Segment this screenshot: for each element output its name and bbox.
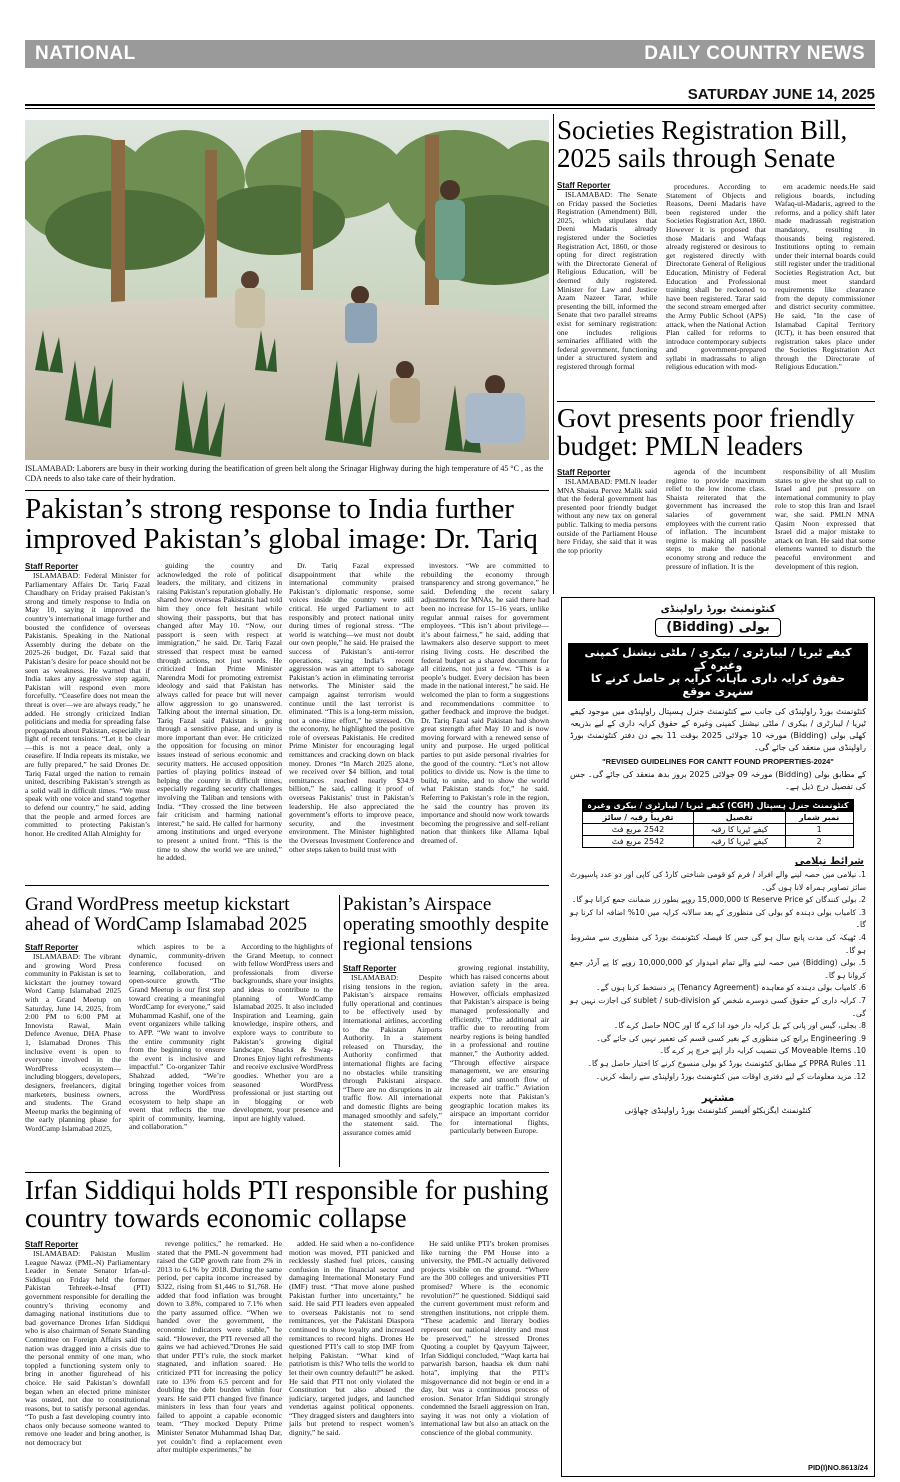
airspace-text-1: ISLAMABAD: Despite rising tensions in the region, Pakistan’s airspace remains fully operational and continues to be effectively used by international airlines, according to the Pakistan Airports Authority. In a statement released on Thursday, the Authority confirmed that international flights are facing no obstacles while transiting through Pakistani airspace. “There are no disruptions in air traffic flow. All international and domestic flights are being managed smoothly and safely,” the statement said. The assurance comes amid <box>343 974 442 1137</box>
tariq-text-2: guiding the country and acknowledged the role of political leaders, the military, and citizens in raising Pakistan’s reputation globally. He shared how overseas Pakistanis had told him they once felt hesitant while showing their passports, but that has changed after May 10. “Now, our passport is seen with respect at immigration,” he said. Dr. Tariq Fazal stressed that respect must be earned through actions, not just words. He criticized Indian Prime Minister Narendra Modi for promoting extremist ideology and said that Pakistan has always called for peace but will never allow aggression to go unanswered. Talking about the internal situation, Dr. Tariq Fazal said Pakistan is going through a sensitive phase, and unity is more important than ever. He criticized the opposition for focusing on minor issues instead of serious economic and security matters. He accused opposition parties of playing politics instead of helping the country in difficult times, especially regarding security challenges involving the Taliban and tensions with India. “They crossed the line between fair criticism and harming national interest,” he said. He called for harmony among institutions and urged everyone to present a united front. “This is the time to show the world we are united,” he added. <box>157 562 282 863</box>
wordpress-text-3: According to the highlights of the Grand Meetup, to connect with fellow WordPress users and professionals from diverse backgrounds, share your insights and ideas to contribute to the planning of WordCamp Islamabad 2025. It also included Inspiration and Learning, gain knowledge, inspire others, and explore ways to contribute to Pakistan’s growing digital landscape. Snacks & Swag- Drones Enjoy light refreshments and receive exclusive WordPress goodies. Whether you are a seasoned WordPress professional or just starting out in blogging or web development, your presence and input are highly valued. <box>233 943 333 1123</box>
airspace-col-1 <box>343 974 442 1168</box>
budget-col-2 <box>666 468 766 583</box>
ad-intro-2: کے مطابق بولی (Bidding) مورخہ 09 جولائی 2025 بروز بدھ منعقد کی جائے گی۔ جس کی تفصیل درج ذیل ہے۔ <box>570 770 867 791</box>
irfan-byline: Staff Reporter <box>25 1240 79 1249</box>
ad-table-cell: کیفے ٹیریا کا رقبہ <box>693 824 785 836</box>
irfan-text-1: ISLAMABAD: Pakistan Muslim League Nawaz (PML-N) Parliamentary Leader in Senate Senator Irfan-ul-Siddiqui on Friday held the former Pakistan Tehreek-e-Insaf (PTI) government responsible for derailing the country’s thriving economy and damaging national institutions due to bad governance Drones Irfan Siddiqui who is also chairman of Senate Standing Committee on Foreign Affairs said the nation was dragged into a crisis due to the personal enmity of one man, who toppled a functioning system only to bring in another figurehead of his choice. He said Pakistan’s downfall began when an elected prime minister was ousted, not due to constitutional reasons, but to satisfy personal agendas. “To push a fast developing country into chaos only because someone wanted to remove one leader and bring another, is not democracy but <box>25 1250 150 1448</box>
ad-signature-label: مشتہر <box>701 1093 735 1105</box>
ad-term: 1. نیلامی میں حصہ لینے والے افراد / فرم کو قومی شناختی کارڈ کی کاپی اور دو عدد پاسپورٹ سائز تصاویر ہمراہ لانا ہوں گی۔ <box>570 870 866 892</box>
ad-table-wrap <box>562 799 874 848</box>
irfan-headline: Irfan Siddiqui holds PTI responsible for pushing country towards economic collapse <box>25 1175 549 1234</box>
rule-tariq <box>25 490 549 491</box>
ad-table-cell: کیفے ٹیریا کا رقبہ <box>693 836 785 848</box>
airspace-text-2: growing regional instability, which has raised concerns about aviation safety in the area. However, officials emphasized that Pakistan’s airspace is being managed professionally and efficiently. “The additional air traffic due to rerouting from nearby regions is being handled in a professional and routine manner,” the Authority added. “Through effective airspace management, we are ensuring the safe and smooth flow of increased air traffic.” Aviation experts note that Pakistan’s geographic location makes its airspace an important corridor for international flights, particularly between Europe. <box>450 964 549 1136</box>
ad-term: 10. Moveable Items کی تنصیب کرایہ دار اپنے خرچ پر کرے گا۔ <box>659 1046 866 1056</box>
irfan-text-4: He said unlike PTI’s broken promises like turning the PM House into a university, the PML-N actually delivered projects visible on the ground. “Where are the 300 colleges and universities PTI promised? Where is the economic revolution?” he questioned. Siddiqui said the current government must reform and strengthen institutions, not cripple them. “These academic and literary bodies represent our national identity and must be preserved,” he stressed Drones Quoting a couplet by Qayyum Tajweer, Irfan Siddiqui concluded, “Waqt karta hai parwarish barson, haadsa ek dum nahi hota”, implying that the PTI’s misgovernance did not begin or end in a day, but was a continuous process of erosion. Senator Irfan Siddiqui strongly condemned the Israeli aggression on Iran, saying it was not only a violation of international law but also an attack on the conscience of the global community. <box>421 1240 549 1438</box>
wordpress-col-1 <box>25 953 121 1168</box>
date-rule <box>25 108 875 109</box>
tariq-col-4 <box>421 562 549 877</box>
ad-table <box>582 799 853 848</box>
ad-title-wrap <box>562 618 874 637</box>
ad-term: 3. کامیاب بولی دہندہ کو بولی کی منظوری کے بعد سالانہ کرایہ میں 10% اضافہ ادا کرنا ہو گا۔ <box>570 907 866 930</box>
ad-pid: PID(I)NO.8613/24 <box>807 1463 868 1472</box>
tariq-text-3: Dr. Tariq Fazal expressed disappointment that while the international community praised Pakistan’s diplomatic response, some voices inside the country were still critical. He urged Parliament to act responsibly and protect national unity during times of regional stress. “The world is watching—we must not doubt our own people,” he said. He praised the success of Pakistan’s anti-terror operations, saying India’s recent aggression was an attempt to sabotage Pakistan’s action in eliminating terrorist networks. The Minister said the campaign against terrorism would continue until the last terrorist is eliminated. “This is a long-term mission, not a one-time effort,” he stressed. On the economy, he highlighted the positive role of overseas Pakistanis. He credited Prime Minister for encouraging legal remittances and cracking down on black money. Drones “In March 2025 alone, we received over $4 billion, and total remittances reached nearly $34.9 billion,” he said, calling it proof of overseas Pakistanis’ trust in Pakistan’s leadership. He also appreciated the government’s efforts to improve peace, security, and the investment environment. The Minister highlighted the Overseas Investment Conference and other steps taken to build trust with <box>289 562 414 854</box>
rule-mid <box>25 885 549 886</box>
rule-societies <box>557 401 875 402</box>
budget-byline: Staff Reporter <box>557 468 611 477</box>
news-photo <box>25 120 549 460</box>
budget-col-3 <box>775 468 875 583</box>
masthead-bar <box>25 40 875 68</box>
column-divider-2 <box>339 895 340 1167</box>
wordpress-col-3 <box>233 943 333 1168</box>
ad-terms-title: شرائط نیلامی <box>794 856 864 867</box>
ad-title: بولی (Bidding) <box>655 618 781 637</box>
budget-col-1 <box>557 478 657 583</box>
irfan-text-3: added. He said when a no-confidence motion was moved, PTI panicked and recklessly slashed fuel prices, causing confusion in the financial sector and damaging International Monetary Fund (IMF) trust. “That move alone pushed Pakistan further into uncertainty,” he said. He said PTI leaders even appealed to overseas Pakistanis not to send remittances, yet the Pakistani Diaspora continued to show loyalty and increased remittances to record highs. Drones He questioned PTI’s call to stop IMF from helping Pakistan. “What kind of patriotism is this? Who tells the world to let their own country default?” he asked. He said that PTI not only violated the Constitution but also abused the judiciary, targeted judges, and launched vendettas against political opponents. “They dragged sisters and daughters into jails but pretend to respect women’s dignity,” he said. <box>289 1240 414 1438</box>
irfan-col-3 <box>289 1240 414 1475</box>
societies-text-2: procedures. According to Statement of Objects and Reasons, Deeni Madaris have been registered under the Societies Registration Act, 1860. However it is proposed that those Madaris and Wafaqs already registered or desirous to get registered directly with Directorate General of Religious Education, Ministry of Federal Education and Professional training shall be reckoned to have been registered. Tarar said the second stream emerged after the Army Public School (APS) attack, when the National Action Plan called for reforms to introduce contemporary subjects and government-prepared syllabi in madrassahs to align religious education with mod- <box>666 183 766 372</box>
societies-headline: Societies Registration Bill, 2025 sails through Senate <box>557 115 848 174</box>
photo-image <box>25 120 549 460</box>
ad-table-cell: 2 <box>785 836 853 848</box>
photo-caption: ISLAMABAD: Laborers are busy in their working during the beatification of green belt along the Srinagar Highway during the high temperature of 45 °C , as the CDA needs to also take care of their hydration. <box>25 464 544 483</box>
ad-table-header: تقریباً رقبہ / سائز <box>583 812 694 824</box>
wordpress-headline: Grand WordPress meetup kickstart ahead of WordCamp Islamabad 2025 <box>25 894 307 935</box>
irfan-col-1 <box>25 1250 150 1475</box>
wordpress-col-2 <box>129 943 225 1168</box>
column-divider <box>553 114 554 594</box>
ad-subtitle-2: حقوق کرایہ داری ماہانہ کرایہ پر حاصل کرنے کا سنہری موقع <box>590 672 846 698</box>
ad-subtitle-1: کیفے ٹیریا / لیبارٹری / بیکری / ملٹی نیشنل کمپنی وغیرہ کے <box>584 646 852 672</box>
tariq-text-4: investors. “We are committed to rebuilding the economy through transparency and strong governance,” he said. Defending the recent salary adjustments for MNAs, he said there had been no increase for 15–16 years, unlike regular annual raises for government employees. “This isn’t about privilege—it’s about fairness,” he said, adding that lawmakers also deserve support to meet rising living costs. He described the federal budget as a shared document for all citizens, not just a few. “This is a people’s budget. Every decision has been made in the national interest,” he said. He welcomed the plan to form a suggestions and recommendations committee to gather feedback and improve the budget. Dr. Tariq Fazal said Pakistan had shown great strength after May 10 and is now moving forward with a renewed sense of unity and purpose. He urged political parties to put aside personal rivalries for the good of the country. “Let’s not allow politics to divide us. Now is the time to build, to unite, and to show the world what Pakistan stands for,” he said. Referring to Pakistan’s role in the region, he said the country has proven its importance and should now work towards becoming the progressive and self-reliant nation that thinkers like Allama Iqbal dreamed of. <box>421 562 549 845</box>
ad-intro: کنٹونمنٹ بورڈ راولپنڈی کی جانب سے کنٹونمنٹ جنرل ہسپتال راولپنڈی میں موجود کیفے ٹیریا / لیبارٹری / بیکری / ملٹی نیشنل کمپنی وغیرہ کے حقوق کرایہ داری کے لیے بذریعہ کھلی بولی (Bidding) مورخہ 10 جولائی 2025 بوقت 11 بجے دن دفتر کنٹونمنٹ بورڈ راولپنڈی میں منعقد کی جائے گی۔ <box>570 707 867 752</box>
budget-text-3: responsibility of all Muslim states to give the shut up call to Israel and put pressure on international community to play role to stop this Iran and Israel war, she said. PMLN MNA Qasim Noon expressed that Israel did a major mistake to attack on Iran. He said that some elements wanted to disturb the peaceful environment and development of this region. <box>775 468 875 571</box>
ad-term: 5. بولی (Bidding) میں حصہ لینے والے تمام امیدوار کو 10,000,000 روپے کا پے آرڈر جمع کروانا ہو گا۔ <box>570 958 866 980</box>
paper-name: DAILY COUNTRY NEWS <box>644 43 865 64</box>
ad-english-title: "REVISED GUIDELINES FOR CANTT FOUND PROPERTIES-2024" <box>602 757 834 766</box>
wordpress-text-2: which aspires to be a dynamic, community-driven conference focused on learning, collaboration, and open-source growth. “The Grand Meetup is our first step toward creating a meaningful WordCamp for everyone,” said Muhammad Kashif, one of the event organizers while talking to APP. “We want to involve the entire community right from the beginning to ensure the event is inclusive and impactful.” Co-organizer Tahir Shahzad added, “We’re bringing together voices from across the WordPress ecosystem to help shape an event that reflects the true spirit of community, learning, and collaboration.” <box>129 943 225 1132</box>
irfan-col-4 <box>421 1240 549 1475</box>
wordpress-byline: Staff Reporter <box>25 943 79 952</box>
tariq-headline: Pakistan’s strong response to India further improved Pakistan’s global image: Dr. Tariq <box>25 493 538 556</box>
tariq-byline: Staff Reporter <box>25 562 79 571</box>
ad-term: 11. PPRA Rules کے مطابق کنٹونمنٹ بورڈ کو بولی منسوخ کرنے کا اختیار حاصل ہو گا۔ <box>587 1058 866 1068</box>
airspace-headline: Pakistan’s Airspace operating smoothly despite regional tensions <box>343 894 549 955</box>
issue-date: SATURDAY JUNE 14, 2025 <box>687 86 875 103</box>
budget-text-2: agenda of the incumbent regime to provide maximum relief to the low income class. Shaista reiterated that the government has increased the salaries of government employees with the current ratio of inflation. The incumbent regime is making all possible steps to make the national economy strong and reduce the pressure of inflation. It is the <box>666 468 766 571</box>
societies-text-3: ern academic needs.He said religious boards, including Wafaq-ul-Madaris, agreed to the reforms, and a policy shift later made madrassah registration mandatory, resulting in thousands being registered. Institutions opting to remain under their internal boards could still register under the traditional Societies Registration Act, but must meet standard requirements like clearance from the deputy commissioner and district security committee. He said, "In the case of Islamabad Capital Territory (ICT), it has been ensured that registration takes place under the Societies Registration Act through the Directorate of Religious Education." <box>775 183 875 372</box>
irfan-col-2 <box>157 1240 282 1475</box>
ad-table-cell: 2542 مربع فٹ <box>583 824 694 836</box>
ad-signature-org: کنٹونمنٹ ایگزیکٹو آفیسر کنٹونمنٹ بورڈ راولپنڈی چھاؤنی <box>624 1106 812 1116</box>
ad-term: 9. Engineering برانچ کی منظوری کے بغیر کسی قسم کی تعمیر نہیں کی جائے گی۔ <box>596 1033 866 1043</box>
tariq-col-2 <box>157 562 282 877</box>
ad-term: 12. مزید معلومات کے لیے دفتری اوقات میں کنٹونمنٹ بورڈ راولپنڈی سے رابطہ کریں۔ <box>595 1071 866 1081</box>
top-rule <box>25 104 875 106</box>
budget-text-1: ISLAMABAD: PMLN leader MNA Shaista Pervez Malik said that the federal government has presented poor friendly budget without any new tax on general public. Talking to media persons outside of the Parliament House here Friday, she said that it was the top priority <box>557 478 657 555</box>
irfan-text-2: revenge politics,” he remarked. He stated that the PML-N government had raised the GDP growth rate from 2% in 2013 to 6.1% by 2018. During the same period, per capita income increased by $322, rising from $1,446 to $1,768. He added that food inflation was brought down to 3.8%, compared to 7.1% when the party assumed office. “When we handed over the government, the economic indicators were stable,” he said. “However, the PTI reversed all the gains we had achieved.”Drones He said that under PTI’s rule, the stock market stagnated, and inflation soared. He criticized PTI for increasing the policy rate to 13% from 6.5 percent and for doubling the debt burden within four years. He said PTI changed five finance ministers in less than four years and failed to appoint a capable economic team. “They mocked Deputy Prime Minister Senator Muhammad Ishaq Dar, yet couldn’t find a replacement even after multiple experiments,” he <box>157 1240 282 1455</box>
ad-banner <box>568 643 868 701</box>
societies-col-3 <box>775 183 875 398</box>
airspace-col-2 <box>450 964 549 1168</box>
tariq-col-1 <box>25 572 150 877</box>
ad-table-header: تفصیل <box>693 812 785 824</box>
section-name: NATIONAL <box>35 43 136 64</box>
budget-headline: Govt presents poor friendly budget: PMLN leaders <box>557 403 855 462</box>
ad-table-header: نمبر شمار <box>785 812 853 824</box>
ad-table-cell: 2542 مربع فٹ <box>583 836 694 848</box>
wordpress-text-1: ISLAMABAD: The vibrant and growing Word Press community in Pakistan is set to kickstart the journey toward Word Camp Islamabad 2025 with a Grand Meetup on Saturday, June 14, 2025, from 2:00 PM to 6:00 PM at Innovista Rawal, Main Defence Avenue, DHA Phase 1, Islamabad Drones This inclusive event is open to everyone involved in the WordPress ecosystem—including bloggers, developers, designers, freelancers, digital marketers, business owners, and students. The Grand Meetup marks the beginning of the early planning phase for WordCamp Islamabad 2025, <box>25 953 121 1133</box>
ad-term: 2. بولی کنندگان کو Reserve Price کا 15,000,000 روپے بطور زر ضمانت جمع کرانا ہو گا۔ <box>572 895 866 905</box>
ad-org-top: کنٹونمنٹ بورڈ راولپنڈی <box>660 604 776 615</box>
ad-terms <box>570 869 866 1083</box>
airspace-byline: Staff Reporter <box>343 964 397 973</box>
societies-col-2 <box>666 183 766 398</box>
tender-advertisement <box>561 597 875 1477</box>
ad-table-title: کنٹونمنٹ جنرل ہسپتال (CGH) کیفے ٹیریا / لیبارٹری / بیکری وغیرہ <box>583 800 853 812</box>
ad-term: 6. کامیاب بولی دہندہ کو معاہدہ (Tenancy Agreement) پر دستخط کرنا ہوں گے۔ <box>596 983 866 993</box>
ad-term: 7. کرایہ داری کے حقوق کسی دوسرے شخص کو sublet / sub-division کی اجازت نہیں ہو گی۔ <box>570 995 866 1018</box>
table-row <box>583 824 853 836</box>
tariq-text-1: ISLAMABAD: Federal Minister for Parliamentary Affairs Dr. Tariq Fazal Chaudhary on Friday praised Pakistan’s strong and timely response to India on May 10, saying it improved the country’s international image further and boosted the confidence of overseas Pakistanis. Speaking in the National Assembly during the debate on the 2025-26 budget, Dr. Fazal said that Pakistan’s desire for peace should not be seen as weakness. He warned that if India takes any aggressive step again, Pakistan will respond even more forcefully. “Ceasefire does not mean the threat is over—we are always ready,” he added. He strongly criticized Indian politicians and media for spreading false propaganda about Pakistan, especially in light of recent tensions. “Let it be clear—this is not a peace deal, only a ceasefire. If India repeats its mistake, we are fully prepared,” he said Drones Dr. Tariq Fazal urged the nation to remain united, describing Pakistan’s strength as a solid wall in difficult times. “We must speak with one voice and stand together to defend our country,” he said, adding that the people and armed forces are committed to protecting Pakistan’s honor. He credited Allah Almighty for <box>25 572 150 838</box>
tariq-col-3 <box>289 562 414 877</box>
table-row <box>583 836 853 848</box>
ad-table-cell: 1 <box>785 824 853 836</box>
ad-term: 4. ٹھیکہ کی مدت پانچ سال ہو گی جس کا فیصلہ کنٹونمنٹ بورڈ کی منظوری سے مشروط ہو گا۔ <box>570 932 866 955</box>
societies-byline: Staff Reporter <box>557 181 611 190</box>
rule-irfan <box>25 1172 549 1173</box>
ad-term: 8. بجلی، گیس اور پانی کے بل کرایہ دار خود ادا کرے گا اور NOC حاصل کرے گا۔ <box>613 1021 866 1031</box>
societies-text-1: ISLAMABAD: The Senate on Friday passed the Societies Registration (Amendment) Bill, 2025, which stipulates that Deeni Madaris already registered under the Societies Registration Act, 1860, or those opting for direct registration with the Directorate General of Religious Education, will be deemed duly registered. Minister for Law and Justice Azam Nazeer Tarar, while presenting the bill, informed the Senate that two parallel streams exist for seminary registration: one includes religious seminaries affiliated with the federal government, functioning under a structured system and registered through formal <box>557 191 657 371</box>
societies-col-1 <box>557 191 657 398</box>
